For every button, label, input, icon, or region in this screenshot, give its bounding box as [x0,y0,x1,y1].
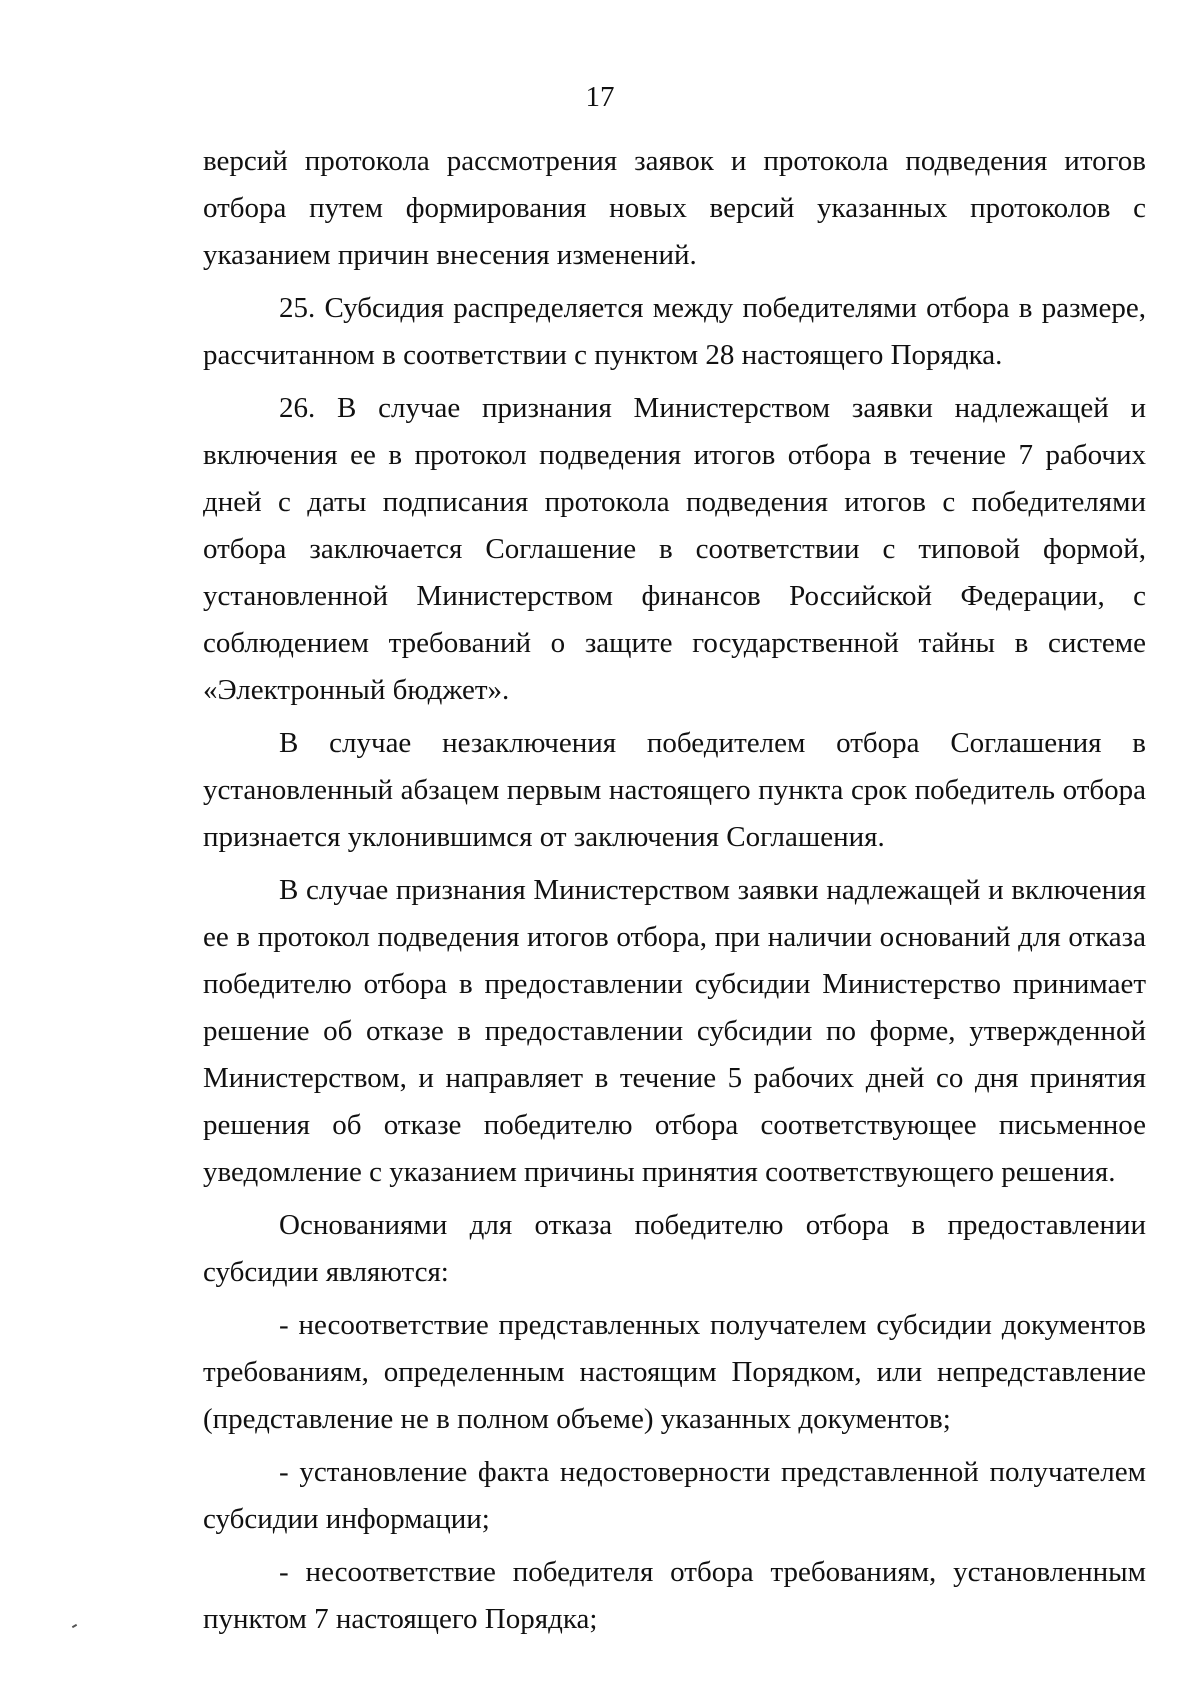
paragraph-non-conclusion: В случае незаключения победителем отбора Соглашения в установленный абзацем первым настоящего пункта срок победитель отбора признается уклонившимся от заключения Соглашения. [203,727,1146,853]
paragraph-item-26: 26. В случае признания Министерством заявки надлежащей и включения ее в протокол подведения итогов отбора в течение 7 рабочих дней с даты подписания протокола подведения итогов с победителями отбора заключается Соглашение в соответствии с типовой формой, установленной Министерством финансов Российской Федерации, с соблюдением требований о защите государственной тайны в системе «Электронный бюджет». [203,392,1146,706]
paragraph-refusal-decision: В случае признания Министерством заявки надлежащей и включения ее в протокол подведения итогов отбора, при наличии оснований для отказа победителю отбора в предоставлении субсидии Министерство принимает решение об отказе в предоставлении субсидии по форме, утвержденной Министерством, и направляет в течение 5 рабочих дней со дня принятия решения об отказе победителю отбора соответствующее письменное уведомление с указанием причины принятия соответствующего решения. [203,874,1146,1188]
document-body [203,138,1146,1649]
paragraph-refusal-grounds-intro: Основаниями для отказа победителю отбора в предоставлении субсидии являются: [203,1209,1146,1288]
paragraph-item-25: 25. Субсидия распределяется между победителями отбора в размере, рассчитанном в соответствии с пунктом 28 настоящего Порядка. [203,292,1146,371]
scan-mark [72,1624,77,1628]
page-number: 17 [585,81,615,113]
list-item-ground: - несоответствие победителя отбора требованиям, установленным пунктом 7 настоящего Порядка; [203,1556,1146,1635]
list-item-ground: - установление факта недостоверности представленной получателем субсидии информации; [203,1456,1146,1535]
list-item-ground: - несоответствие представленных получателем субсидии документов требованиям, определенным настоящим Порядком, или непредставление (представление не в полном объеме) указанных документов; [203,1309,1146,1435]
paragraph-continuation: версий протокола рассмотрения заявок и протокола подведения итогов отбора путем формирования новых версий указанных протоколов с указанием причин внесения изменений. [203,145,1146,271]
